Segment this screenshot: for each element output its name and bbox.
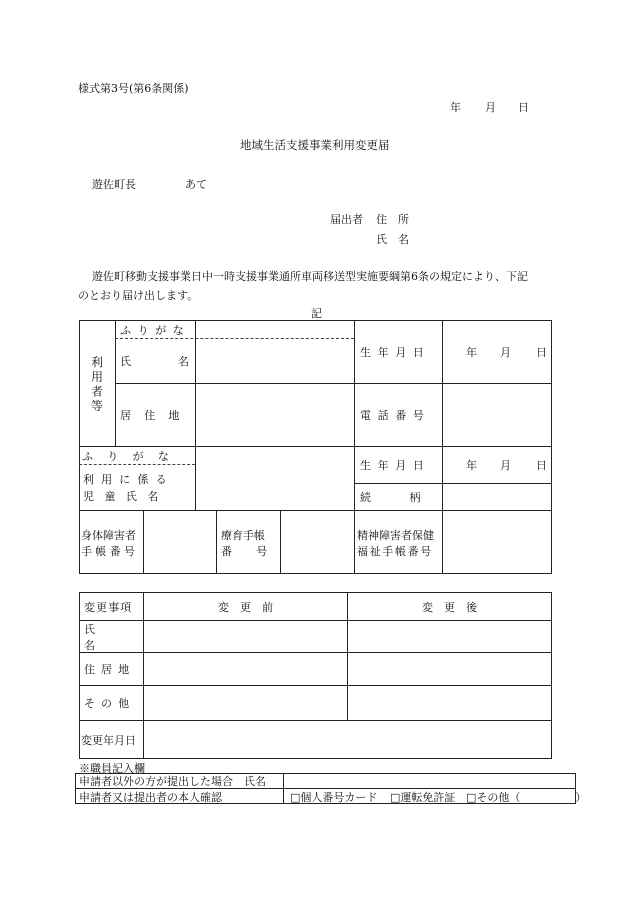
change-row-residence: 住居地 — [84, 663, 136, 676]
change-row-name: 氏 名 — [84, 622, 142, 652]
physical-handbook-label-2: 手帳番号 — [81, 545, 139, 558]
user-residence-label: 居住地 — [120, 409, 193, 422]
ki-label: 記 — [311, 307, 322, 320]
date-day: 日 — [518, 101, 529, 114]
mental-handbook-label-2: 福祉手帳番号 — [357, 545, 433, 558]
ryoiku-handbook-label-1: 療育手帳 — [221, 529, 265, 542]
user-name-char-1: 氏 — [120, 355, 131, 368]
child-furigana-label: ふりがな — [82, 449, 184, 463]
user-birth-year: 年 — [466, 346, 477, 359]
addressee-name: 遊佐町長 — [92, 178, 136, 191]
staff-row1-label: 申請者以外の方が提出した場合 氏名 — [79, 775, 266, 788]
change-item-header: 変更事項 — [84, 600, 133, 614]
date-month: 月 — [485, 101, 496, 114]
child-birth-day: 日 — [536, 459, 547, 472]
ryoiku-handbook-label-2: 番号 — [221, 545, 292, 558]
child-birth-month: 月 — [500, 459, 511, 472]
user-group-label: 利用者等 — [89, 356, 104, 414]
document-title: 地域生活支援事業利用変更届 — [240, 138, 390, 152]
intro-text-2: のとおり届け出します。 — [78, 289, 199, 302]
user-birth-month: 月 — [500, 346, 511, 359]
form-number: 様式第3号(第6条関係) — [78, 82, 189, 95]
check-license[interactable]: □運転免許証 — [390, 790, 456, 804]
user-name-label — [120, 339, 195, 383]
change-before-header: 変 更 前 — [218, 600, 273, 614]
user-phone-label: 電話番号 — [360, 409, 431, 422]
child-name-label-2: 児童氏名 — [83, 490, 169, 503]
intro-text-1: 遊佐町移動支援事業日中一時支援事業通所車両移送型実施要綱第6条の規定により、下記 — [92, 270, 528, 283]
mental-handbook-label-1: 精神障害者保健 — [357, 529, 434, 542]
check-other[interactable]: □その他（ ） — [466, 790, 587, 804]
applicant-address-label: 住 所 — [376, 213, 409, 226]
child-name-label-1: 利用に係る — [83, 473, 174, 486]
user-birthdate-label: 生年月日 — [360, 346, 431, 359]
child-relation-label: 続柄 — [360, 491, 459, 504]
change-date-label: 変更年月日 — [81, 734, 136, 747]
addressee-suffix: あて — [185, 178, 207, 191]
physical-handbook-label-1: 身体障害者 — [81, 529, 136, 542]
applicant-name-label: 氏 名 — [376, 233, 409, 246]
change-after-header: 変 更 後 — [422, 600, 477, 614]
applicant-label: 届出者 — [330, 213, 363, 226]
child-birthdate-label: 生年月日 — [360, 459, 431, 472]
child-birth-year: 年 — [466, 459, 477, 472]
date-year: 年 — [450, 101, 461, 114]
staff-row2-label: 申請者又は提出者の本人確認 — [79, 790, 222, 804]
check-mynumber[interactable]: □個人番号カード — [290, 790, 378, 804]
change-row-other: その他 — [84, 697, 136, 710]
user-furigana-label: ふりがな — [120, 323, 191, 337]
user-name-char-2: 名 — [178, 355, 189, 368]
user-birth-day: 日 — [536, 346, 547, 359]
staff-section-label: ※職員記入欄 — [79, 762, 145, 775]
